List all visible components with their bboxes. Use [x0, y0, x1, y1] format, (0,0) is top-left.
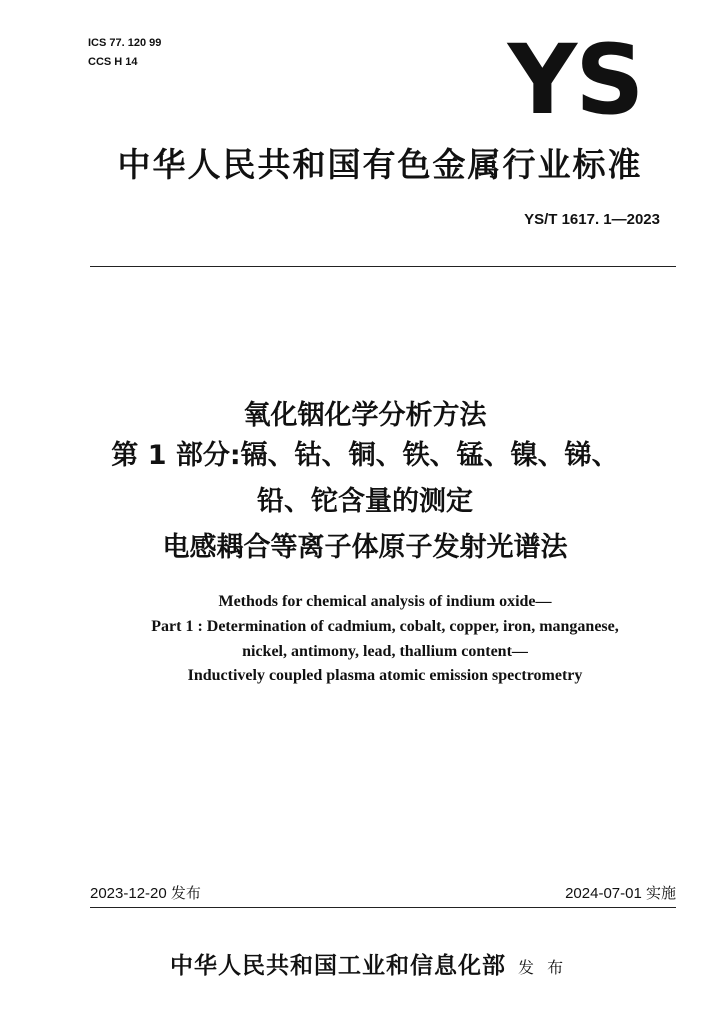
chinese-title-line-3: 铅、铊含量的测定	[257, 486, 473, 517]
industry-standard-title: 中华人民共和国有色金属行业标准	[117, 145, 643, 184]
english-title-line-4: Inductively coupled plasma atomic emission spectrometry	[187, 667, 583, 684]
ys-logo: YS	[507, 24, 643, 136]
standard-number: YS/T 1617. 1—2023	[524, 211, 660, 228]
chinese-title-line-4: 电感耦合等离子体原子发射光谱法	[162, 532, 568, 563]
implementation-date: 2024-07-01 实施	[565, 885, 676, 902]
ccs-code: CCS H 14	[88, 56, 138, 68]
ics-code: ICS 77. 120 99	[88, 37, 162, 49]
english-title-line-2: Part 1 : Determination of cadmium, cobalt, copper, iron, manganese,	[151, 618, 619, 635]
issuer-name: 中华人民共和国工业和信息化部	[170, 953, 506, 979]
chinese-title-line-2: 第 1 部分:镉、钴、铜、铁、锰、镍、锑、	[111, 440, 619, 471]
chinese-title-line-1: 氧化铟化学分析方法	[243, 400, 487, 431]
english-title-line-3: nickel, antimony, lead, thallium content—	[242, 643, 528, 660]
issuer-block	[170, 950, 567, 984]
issuer-verb: 发 布	[518, 958, 568, 977]
english-title-line-1: Methods for chemical analysis of indium oxide—	[218, 593, 552, 610]
release-date: 2023-12-20 发布	[90, 885, 201, 902]
header-divider	[90, 266, 676, 267]
footer-divider	[90, 907, 676, 908]
